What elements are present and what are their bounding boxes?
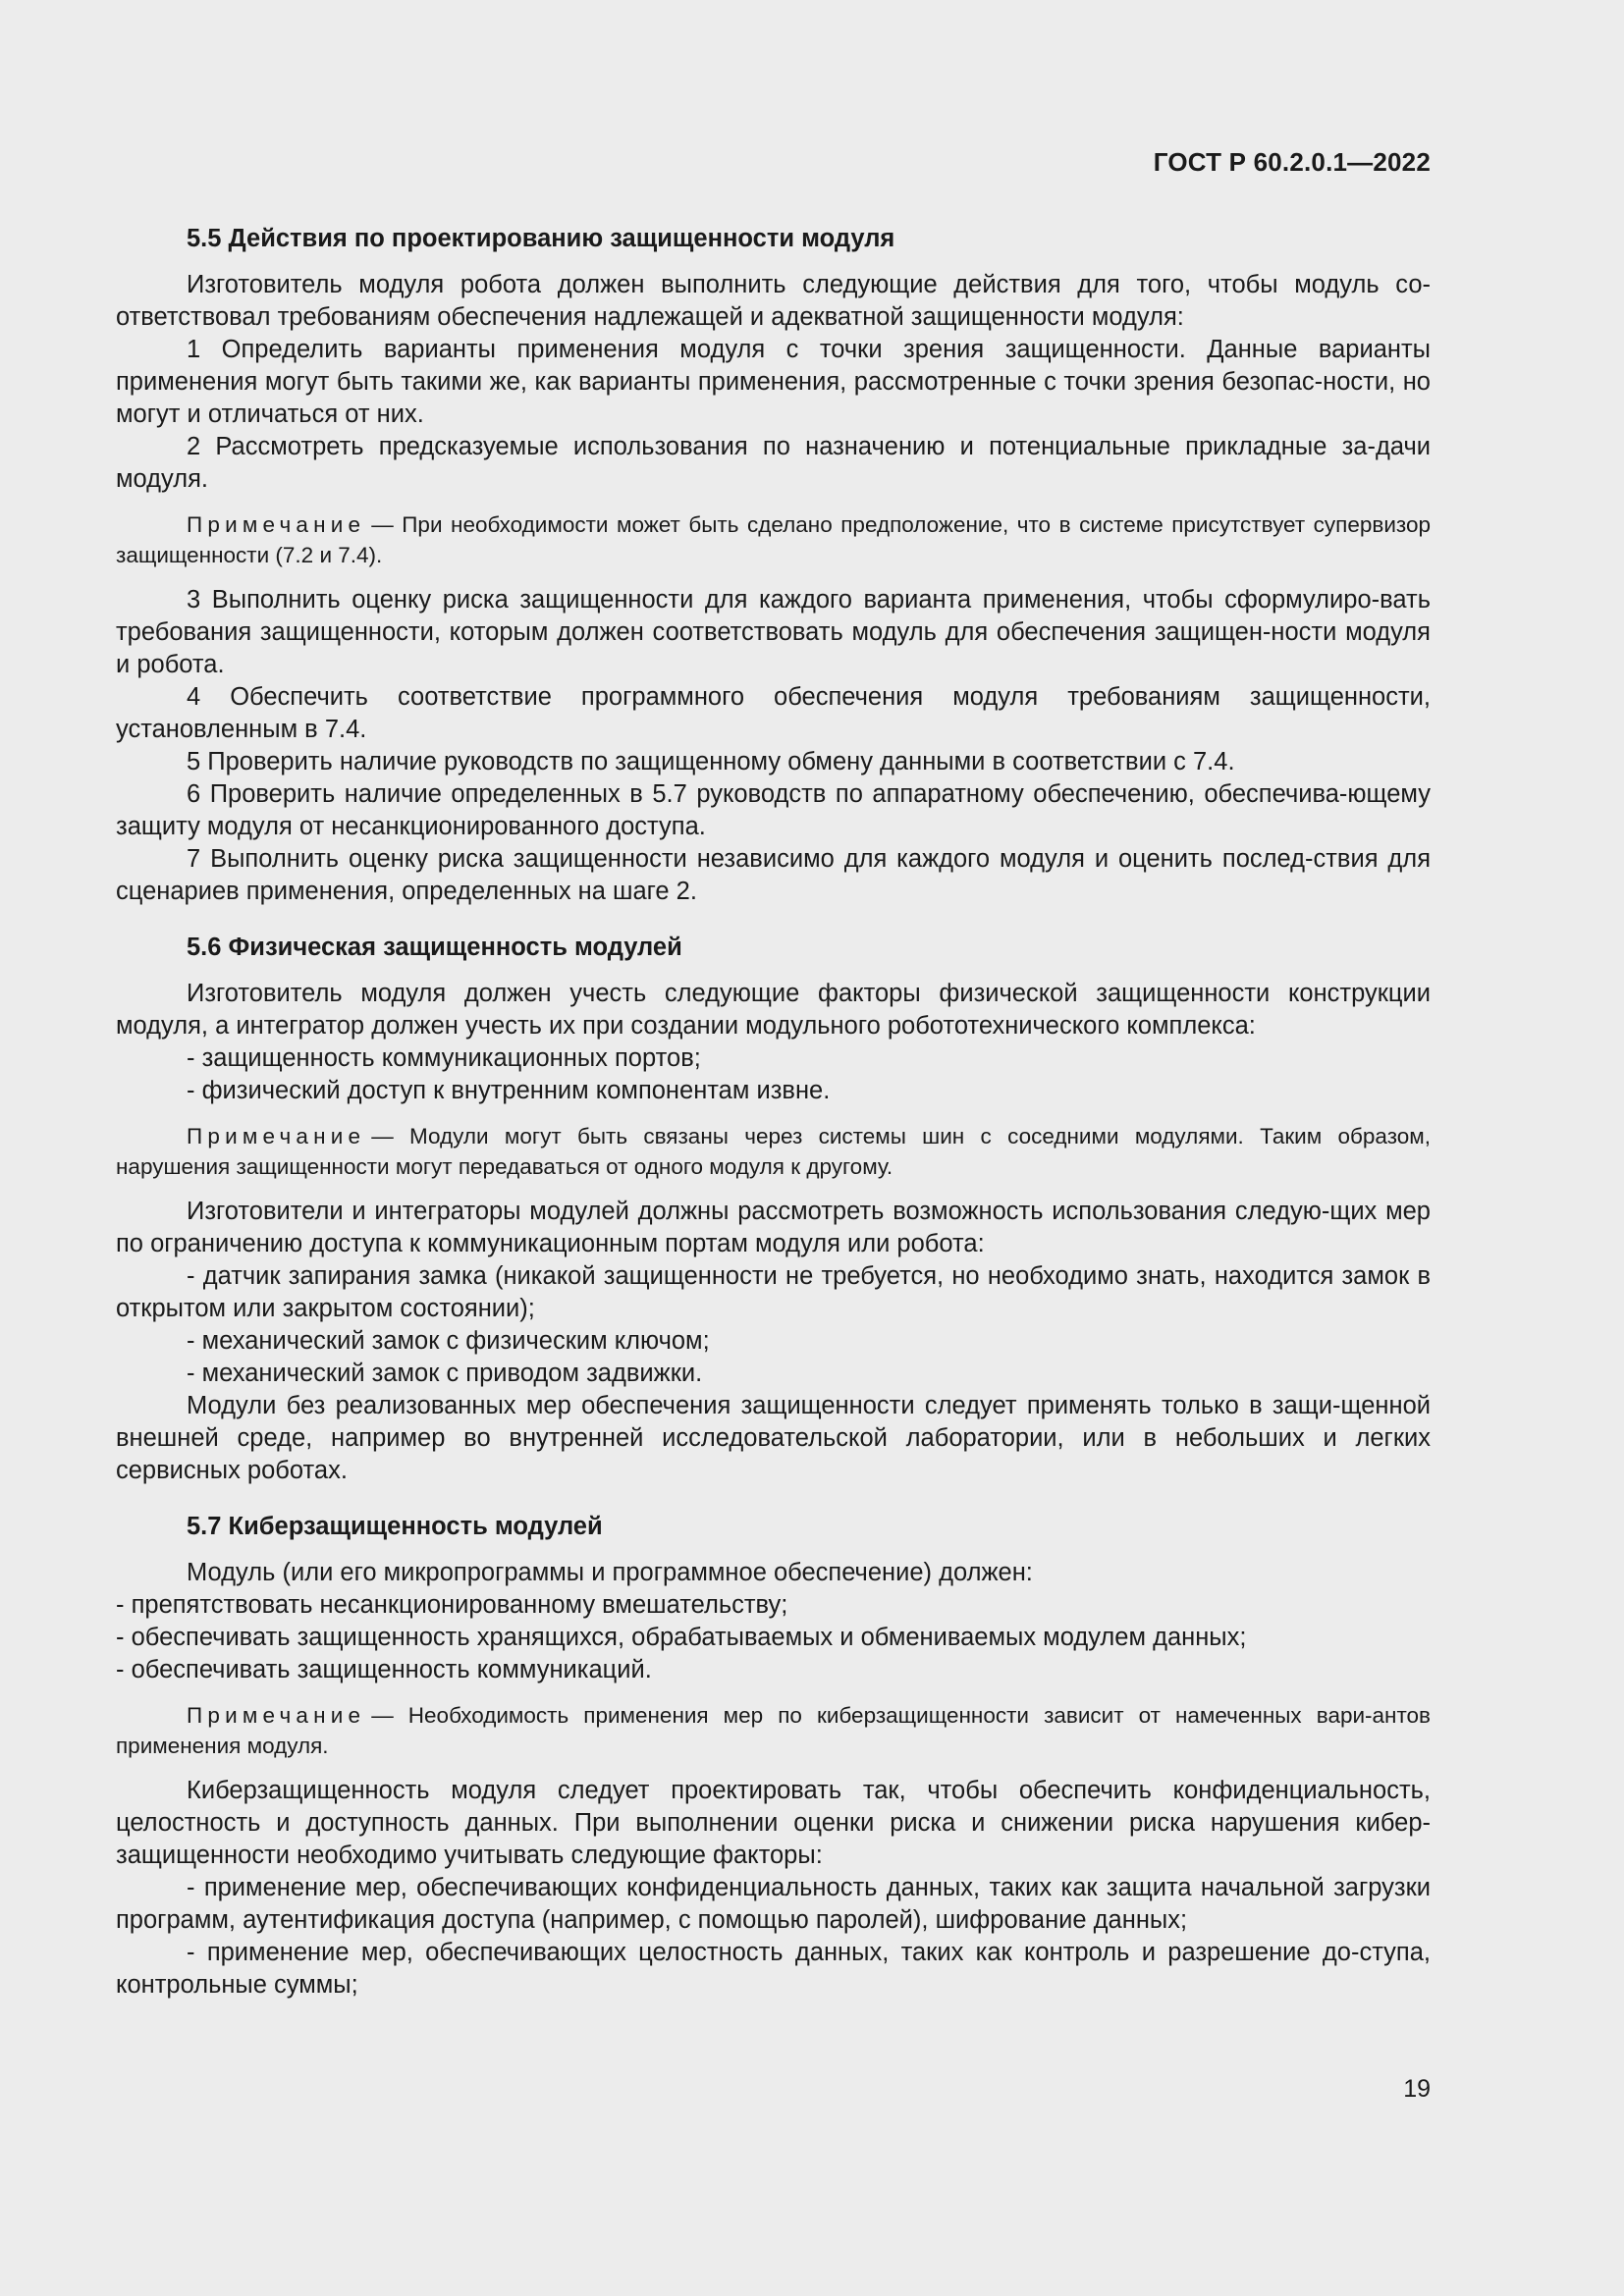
step-1: 1 Определить варианты применения модуля с точки зрения защищенности. Данные варианты применения могут быть такими же, как варианты применения, рассмотренные с точки зрения безопас-ности, но могут и отличаться от них. <box>116 336 1431 428</box>
section-5-6-title: 5.6 Физическая защищенность модулей <box>187 934 682 961</box>
section-5-6-para3: Модули без реализованных мер обеспечения защищенности следует применять только в защи-щенной внешней среде, например во внутренней исследовательской лаборатории, или в небольших и легких сервисных роботах. <box>116 1392 1431 1484</box>
list-item: - механический замок с физическим ключом; <box>187 1327 710 1355</box>
section-5-6-intro: Изготовитель модуля должен учесть следующие факторы физической защищенности конструкции модуля, а интегратор должен учесть их при создании модульного робототехнического комплекса: <box>116 980 1431 1040</box>
step-5: 5 Проверить наличие руководств по защищенному обмену данными в соответствии с 7.4. <box>187 748 1235 775</box>
page-number: 19 <box>1403 2075 1431 2103</box>
section-5-7-intro: Модуль (или его микропрограммы и программное обеспечение) должен: <box>187 1559 1033 1586</box>
list-item: - механический замок с приводом задвижки. <box>187 1360 703 1387</box>
note-5-7 <box>116 1700 1431 1761</box>
list-item: - защищенность коммуникационных портов; <box>187 1044 701 1072</box>
note-text: — При необходимости может быть сделано предположение, что в системе присутствует супервизор защищенности (7.2 и 7.4). <box>116 512 1431 567</box>
note-label: Примечание <box>187 512 366 537</box>
step-6: 6 Проверить наличие определенных в 5.7 руководств по аппаратному обеспечению, обеспечива-ющему защиту модуля от несанкционированного доступа. <box>116 780 1431 840</box>
list-item: - обеспечивать защищенность хранящихся, обрабатываемых и обмениваемых модулем данных; <box>116 1624 1247 1651</box>
list-item: - применение мер, обеспечивающих целостность данных, таких как контроль и разрешение до-ступа, контрольные суммы; <box>116 1939 1431 1999</box>
document-page <box>116 0 1431 2296</box>
list-item: - физический доступ к внутренним компонентам извне. <box>187 1077 831 1104</box>
step-7: 7 Выполнить оценку риска защищенности независимо для каждого модуля и оценить послед-ствия для сценариев применения, определенных на шаге 2. <box>116 845 1431 905</box>
standard-code: ГОСТ Р 60.2.0.1—2022 <box>1153 147 1431 177</box>
section-5-5-title: 5.5 Действия по проектированию защищенности модуля <box>187 225 895 252</box>
section-5-5-intro: Изготовитель модуля робота должен выполнить следующие действия для того, чтобы модуль со-ответствовал требованиям обеспечения надлежащей и адекватной защищенности модуля: <box>116 271 1431 331</box>
step-3: 3 Выполнить оценку риска защищенности для каждого варианта применения, чтобы сформулиро-вать требования защищенности, которым должен соответствовать модуль для обеспечения защищен-ности модуля и робота. <box>116 586 1431 678</box>
section-5-7-title: 5.7 Киберзащищенность модулей <box>187 1513 603 1540</box>
section-5-6-para2: Изготовители и интеграторы модулей должны рассмотреть возможность использования следую-щих мер по ограничению доступа к коммуникационным портам модуля или робота: <box>116 1198 1431 1257</box>
note-5-6 <box>116 1121 1431 1182</box>
note-text: — Модули могут быть связаны через системы шин с соседними модулями. Таким образом, нарушения защищенности могут передаваться от одного модуля к другому. <box>116 1124 1431 1179</box>
step-4: 4 Обеспечить соответствие программного обеспечения модуля требованиям защищенности, установленным в 7.4. <box>116 683 1431 743</box>
page-content <box>116 223 1431 2002</box>
list-item: - препятствовать несанкционированному вмешательству; <box>116 1591 788 1619</box>
note-label: Примечание <box>187 1703 366 1728</box>
list-item: - применение мер, обеспечивающих конфиденциальность данных, таких как защита начальной загрузки программ, аутентификация доступа (например, с помощью паролей), шифрование данных; <box>116 1874 1431 1934</box>
step-2: 2 Рассмотреть предсказуемые использования по назначению и потенциальные прикладные за-дачи модуля. <box>116 433 1431 493</box>
note-5-5 <box>116 509 1431 570</box>
list-item: - обеспечивать защищенность коммуникаций. <box>116 1656 652 1683</box>
note-text: — Необходимость применения мер по киберзащищенности зависит от намеченных вари-антов применения модуля. <box>116 1703 1431 1758</box>
note-label: Примечание <box>187 1124 366 1148</box>
section-5-7-para2: Киберзащищенность модуля следует проектировать так, чтобы обеспечить конфиденциальность, целостность и доступность данных. При выполнении оценки риска и снижении риска нарушения кибер-защищенности необходимо учитывать следующие факторы: <box>116 1777 1431 1869</box>
list-item: - датчик запирания замка (никакой защищенности не требуется, но необходимо знать, находится замок в открытом или закрытом состоянии); <box>116 1262 1431 1322</box>
